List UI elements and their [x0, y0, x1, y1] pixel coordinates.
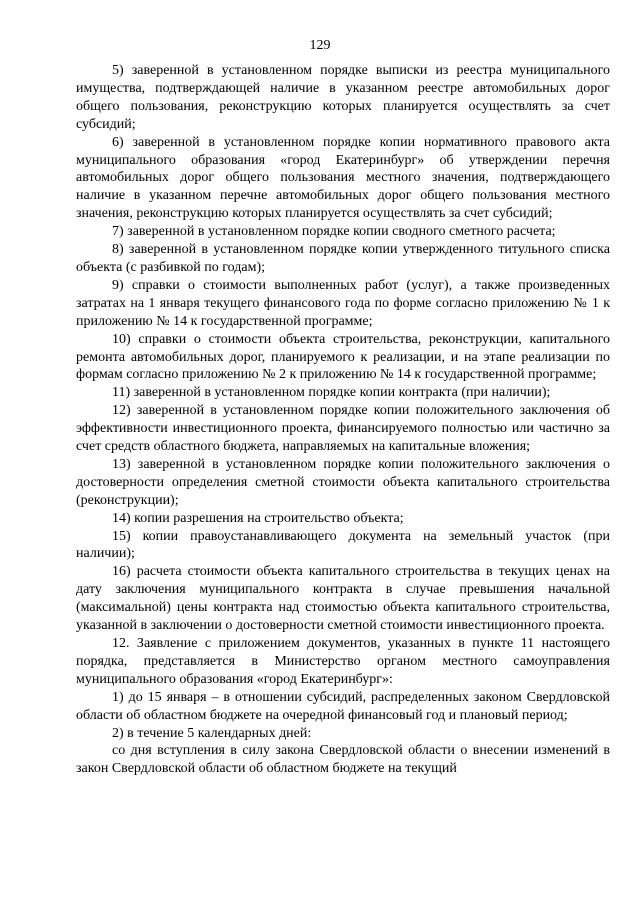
paragraph-item-10: 10) справки о стоимости объекта строительства, реконструкции, капитального ремонта автомобильных дорог, планируемого к реализации, и на этапе реализации по формам согласно приложению № 2 к приложению № 14 к государственной программе;: [76, 331, 610, 383]
paragraph-item-13: 13) заверенной в установленном порядке копии положительного заключения о достоверности определения сметной стоимости объекта капитального строительства (реконструкции);: [76, 456, 610, 508]
paragraph-item-11: 11) заверенной в установленном порядке копии контракта (при наличии);: [112, 385, 551, 401]
paragraph-subitem-2: 2) в течение 5 календарных дней:: [112, 725, 312, 741]
paragraph-item-15: 15) копии правоустанавливающего документа на земельный участок (при наличии);: [76, 528, 610, 562]
document-body: [76, 62, 610, 778]
page-number: 129: [309, 38, 331, 53]
paragraph-item-7: 7) заверенной в установленном порядке копии сводного сметного расчета;: [112, 224, 556, 240]
paragraph-item-6: 6) заверенной в установленном порядке копии нормативного правового акта муниципального образования «город Екатеринбург» об утверждении перечня автомобильных дорог общего пользования местного значения, подтверждающего наличие в указанном перечне автомобильных дорог общего пользования местного значения, реконструкцию которых планируется осуществлять за счет субсидий;: [76, 134, 610, 222]
paragraph-item-14: 14) копии разрешения на строительство объекта;: [112, 510, 404, 526]
paragraph-item-12: 12) заверенной в установленном порядке копии положительного заключения об эффективности инвестиционного проекта, финансируемого полностью или частично за счет средств областного бюджета, направляемых на капитальные вложения;: [76, 403, 610, 455]
paragraph-item-16: 16) расчета стоимости объекта капитального строительства в текущих ценах на дату заключения муниципального контракта в случае превышения начальной (максимальной) цены контракта над стоимостью объекта капитального строительства, указанной в заключении о достоверности сметной стоимости инвестиционного проекта.: [76, 564, 610, 634]
paragraph-item-5: 5) заверенной в установленном порядке выписки из реестра муниципального имущества, подтверждающей наличие в указанном реестре автомобильных дорог общего пользования, реконструкцию которых планируется осуществлять за счет субсидий;: [76, 63, 610, 132]
paragraph-item-8: 8) заверенной в установленном порядке копии утвержденного титульного списка объекта (с разбивкой по годам);: [76, 242, 610, 275]
paragraph-item-9: 9) справки о стоимости выполненных работ (услуг), а также произведенных затратах на 1 января текущего финансового года по форме согласно приложению № 1 к приложению № 14 к государственной программе;: [76, 277, 610, 329]
paragraph-continuation: со дня вступления в силу закона Свердловской области о внесении изменений в закон Свердловской области об областном бюджете на текущий: [76, 743, 610, 777]
paragraph-clause-12: 12. Заявление с приложением документов, указанных в пункте 11 настоящего порядка, представляется в Министерство органом местного самоуправления муниципального образования «город Екатеринбург»:: [76, 636, 610, 687]
paragraph-subitem-1: 1) до 15 января – в отношении субсидий, распределенных законом Свердловской области об областном бюджете на очередной финансовый год и плановый период;: [76, 689, 610, 723]
